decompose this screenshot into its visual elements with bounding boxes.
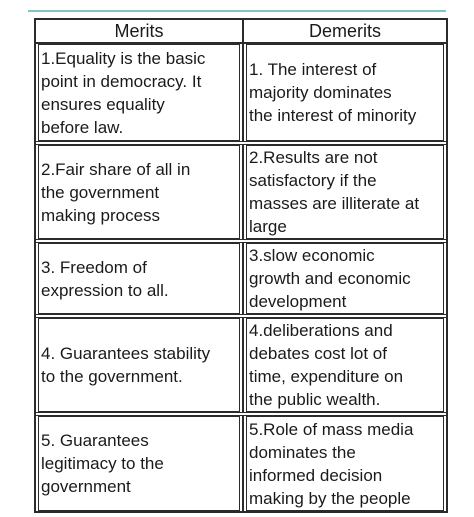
table-row-1 bbox=[36, 44, 446, 141]
demerit-cell-3: 3.slow economic growth and economic development bbox=[246, 243, 444, 314]
demerit-cell-5: 5.Role of mass media dominates the informed decision making by the people bbox=[246, 416, 444, 511]
table-row-4 bbox=[36, 318, 446, 412]
merits-demerits-table bbox=[34, 18, 448, 513]
merit-cell-5: 5. Guarantees legitimacy to the government bbox=[38, 416, 240, 511]
merit-cell-1: 1.Equality is the basic point in democracy. It ensures equality before law. bbox=[38, 44, 240, 141]
demerit-cell-2: 2.Results are not satisfactory if the masses are illiterate at large bbox=[246, 145, 444, 239]
table-row-2 bbox=[36, 145, 446, 239]
table-row-5 bbox=[36, 416, 446, 511]
table-row-3 bbox=[36, 243, 446, 314]
top-accent-line bbox=[28, 10, 446, 12]
header-merits: Merits bbox=[114, 21, 164, 41]
table-header-row bbox=[36, 20, 446, 44]
header-demerits: Demerits bbox=[308, 21, 381, 41]
merit-cell-4: 4. Guarantees stability to the government. bbox=[38, 318, 240, 412]
merit-cell-3: 3. Freedom of expression to all. bbox=[38, 243, 240, 314]
demerit-cell-4: 4.deliberations and debates cost lot of time, expenditure on the public wealth. bbox=[246, 318, 444, 412]
demerit-cell-1: 1. The interest of majority dominates the interest of minority bbox=[246, 44, 444, 141]
merit-cell-2: 2.Fair share of all in the government making process bbox=[38, 145, 240, 239]
